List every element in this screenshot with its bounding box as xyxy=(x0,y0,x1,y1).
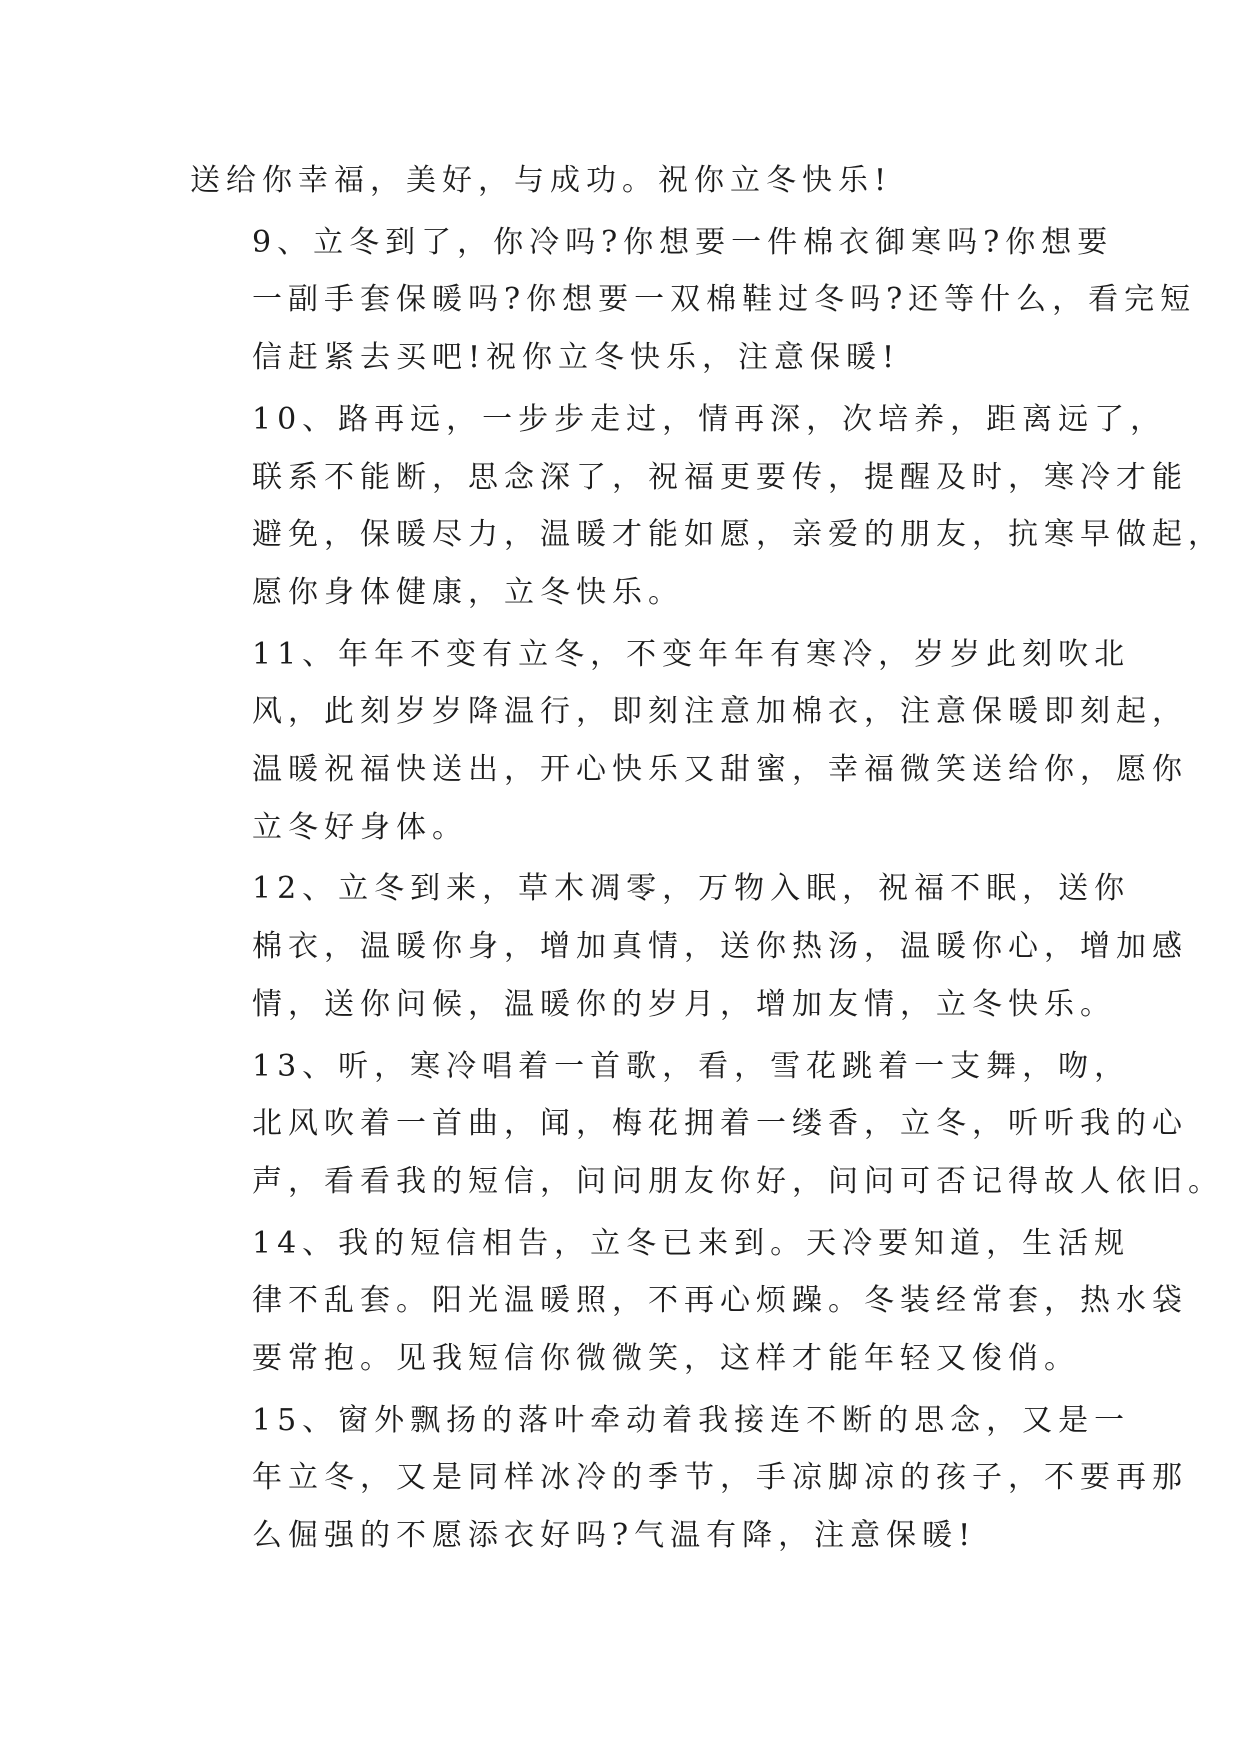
paragraph-13 xyxy=(190,1038,1224,1211)
paragraph-15 xyxy=(190,1392,1188,1565)
text-line: 声，看看我的短信，问问朋友你好，问问可否记得故人依旧。 xyxy=(252,1163,1224,1199)
text-line: 立冬好身体。 xyxy=(252,809,468,845)
text-line: 律不乱套。阳光温暖照，不再心烦躁。冬装经常套，热水袋 xyxy=(252,1283,1188,1319)
text-line: 联系不能断，思念深了，祝福更要传，提醒及时，寒冷才能 xyxy=(252,459,1188,495)
paragraph-9 xyxy=(190,214,1197,387)
text-line: 风，此刻岁岁降温行，即刻注意加棉衣，注意保暖即刻起， xyxy=(252,694,1188,730)
text-line: 北风吹着一首曲，闻，梅花拥着一缕香，立冬，听听我的心 xyxy=(252,1106,1188,1142)
text-line: 要常抱。见我短信你微微笑，这样才能年轻又俊俏。 xyxy=(252,1341,1080,1377)
text-line: 棉衣，温暖你身，增加真情，送你热汤，温暖你心，增加感 xyxy=(252,929,1188,965)
paragraph-8-ending xyxy=(190,152,1070,210)
text-line: 送给你幸福，美好，与成功。祝你立冬快乐! xyxy=(190,163,893,198)
document-body xyxy=(190,152,1224,1565)
text-line: 9、立冬到了，你冷吗?你想要一件棉衣御寒吗?你想要 xyxy=(252,224,1114,260)
text-line: 避免，保暖尽力，温暖才能如愿，亲爱的朋友，抗寒早做起， xyxy=(252,517,1224,553)
paragraph-11 xyxy=(190,626,1188,857)
text-line: 一副手套保暖吗?你想要一双棉鞋过冬吗?还等什么，看完短 xyxy=(252,282,1197,318)
text-line: 13、听，寒冷唱着一首歌，看，雪花跳着一支舞，吻， xyxy=(252,1048,1131,1084)
text-line: 12、立冬到来，草木凋零，万物入眠，祝福不眠，送你 xyxy=(252,871,1131,907)
paragraph-12 xyxy=(190,860,1188,1033)
text-line: 11、年年不变有立冬，不变年年有寒冷，岁岁此刻吹北 xyxy=(252,636,1131,672)
text-line: 年立冬，又是同样冰冷的季节，手凉脚凉的孩子，不要再那 xyxy=(252,1460,1188,1496)
text-line: 温暖祝福快送出，开心快乐又甜蜜，幸福微笑送给你，愿你 xyxy=(252,752,1188,788)
text-line: 14、我的短信相告，立冬已来到。天冷要知道，生活规 xyxy=(252,1225,1131,1261)
text-line: 么倔强的不愿添衣好吗?气温有降，注意保暖! xyxy=(252,1518,977,1554)
text-line: 10、路再远，一步步走过，情再深，次培养，距离远了， xyxy=(252,401,1167,437)
paragraph-14 xyxy=(190,1215,1188,1388)
paragraph-10 xyxy=(190,391,1224,622)
text-line: 15、窗外飘扬的落叶牵动着我接连不断的思念，又是一 xyxy=(252,1402,1131,1438)
text-line: 愿你身体健康，立冬快乐。 xyxy=(252,574,684,610)
text-line: 情，送你问候，温暖你的岁月，增加友情，立冬快乐。 xyxy=(252,986,1116,1022)
text-line: 信赶紧去买吧!祝你立冬快乐，注意保暖! xyxy=(252,340,901,376)
